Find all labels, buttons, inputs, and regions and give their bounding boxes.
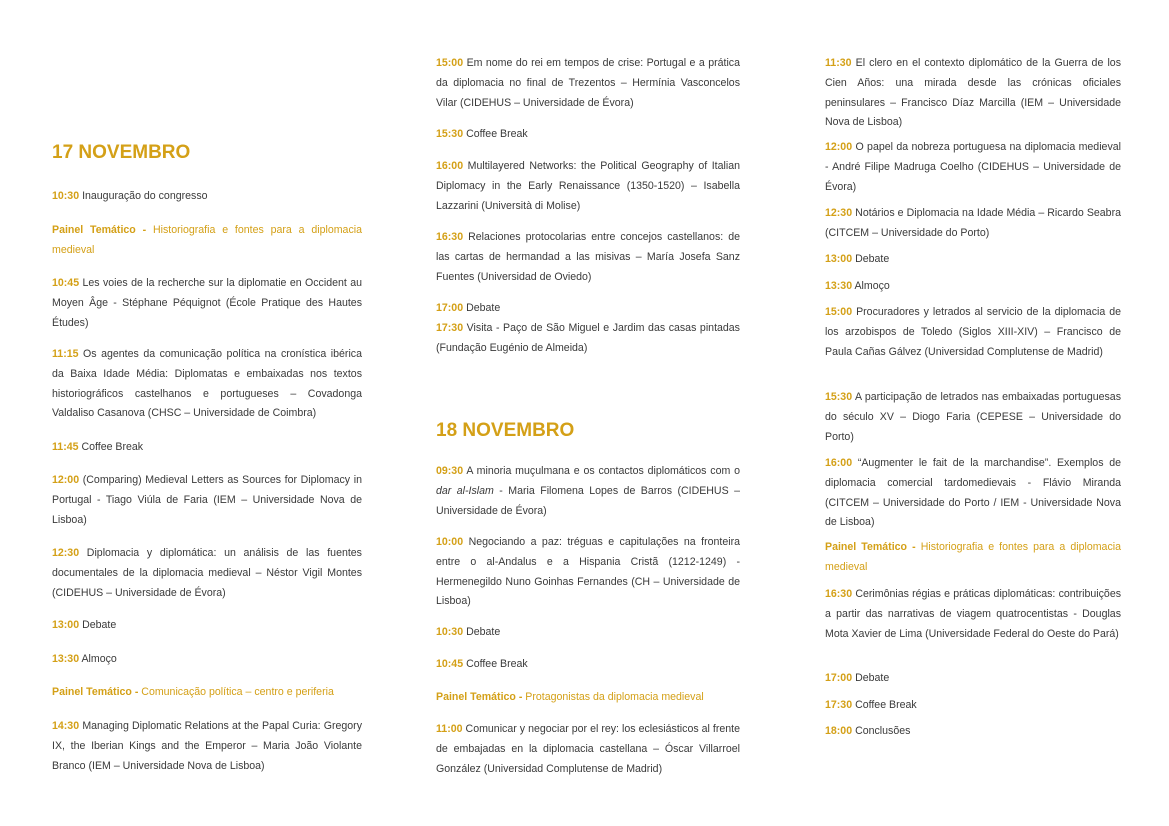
entry-time: 11:15 (52, 348, 79, 360)
schedule-entry (825, 669, 1121, 689)
entry-text: Coffee Break (466, 658, 528, 670)
entry-text: Almoço (854, 280, 890, 292)
entry-text: A participação de letrados nas embaixadas portuguesas do século XV – Diogo Faria (CEPESE – Universidade do Porto) (825, 391, 1121, 443)
entry-time: 15:30 (436, 128, 464, 140)
schedule-entry (825, 388, 1121, 447)
entry-time: 09:30 (436, 465, 464, 477)
schedule-entry (436, 299, 740, 319)
entry-text: Diplomacia y diplomática: un análisis de las fuentes documentales de la diplomacia medieval – Néstor Vigil Montes (CIDEHUS – Universidade de Évora) (52, 547, 362, 599)
schedule-entry (52, 471, 362, 530)
entry-text: Debate (855, 253, 890, 265)
entry-text: Visita - Paço de São Miguel e Jardim das casas pintadas (Fundação Eugénio de Almeida) (436, 322, 740, 354)
panel-title: Protagonistas da diplomacia medieval (525, 691, 704, 703)
entry-time: 17:00 (825, 672, 853, 684)
entry-text: Inauguração do congresso (82, 190, 208, 202)
panel-heading (52, 221, 362, 261)
schedule-entry (825, 277, 1121, 297)
entry-time: 16:00 (825, 457, 853, 469)
entry-text-italic: dar al-Islam (436, 484, 494, 497)
entry-text: O papel da nobreza portuguesa na diplomacia medieval - André Filipe Madruga Coelho (CIDEHUS – Universidade de Évora) (825, 141, 1121, 193)
entry-text: A minoria muçulmana e os contactos diplomáticos com o (466, 465, 741, 477)
schedule-entry (825, 204, 1121, 244)
entry-text: Os agentes da comunicação política na cronística ibérica da Baixa Idade Média: Diplomatas e embaixadas nos textos historiográficos castelhanos e portugueses – Covadonga Valdaliso Casanova (CHSC – Universidade de Coimbra) (52, 348, 362, 420)
entry-time: 17:30 (825, 699, 853, 711)
schedule-entry (825, 303, 1121, 362)
entry-time: 11:45 (52, 441, 79, 453)
panel-label: Painel Temático - (52, 224, 147, 236)
schedule-entry (436, 655, 740, 675)
schedule-entry (52, 438, 362, 458)
schedule-entry (825, 138, 1121, 197)
schedule-entry (436, 54, 740, 113)
schedule-entry (825, 250, 1121, 270)
panel-heading (52, 683, 362, 703)
schedule-entry (52, 616, 362, 636)
panel-heading (436, 688, 740, 708)
schedule-entry (436, 125, 740, 145)
panel-label: Painel Temático - (436, 691, 523, 703)
entry-time: 12:30 (52, 547, 80, 559)
entry-text: Cerimônias régias e práticas diplomáticas: contribuições a partir das narrativas de viagem quatrocentistas - Douglas Mota Xavier de Lima (Universidade Federal do Oeste do Pará) (825, 588, 1122, 640)
schedule-entry (436, 533, 740, 612)
panel-title: Comunicação política – centro e periferia (141, 686, 334, 698)
schedule-entry (825, 696, 1121, 716)
entry-time: 11:00 (436, 723, 463, 735)
schedule-entry (825, 585, 1121, 644)
entry-time: 15:30 (825, 391, 853, 403)
entry-text: Les voies de la recherche sur la diplomatie en Occident au Moyen Âge - Stéphane Péquignot (École Pratique des Hautes Études) (52, 277, 362, 329)
entry-time: 10:30 (52, 190, 80, 202)
entry-text: Comunicar y negociar por el rey: los eclesiásticos al frente de embajadas en la diplomacia castellana – Óscar Villarroel González (Universidad Complutense de Madrid) (436, 723, 741, 775)
schedule-entry (825, 722, 1121, 742)
entry-text: Coffee Break (81, 441, 144, 453)
entry-text: Relaciones protocolarias entre concejos castellanos: de las cartas de hermandad a las misivas – María Josefa Sanz Fuentes (Universidad de Oviedo) (436, 231, 740, 283)
panel-title: Historiografia e fontes para a diplomacia medieval (825, 541, 1121, 573)
entry-time: 13:30 (52, 653, 80, 665)
panel-heading (825, 538, 1121, 578)
entry-time: 12:30 (825, 207, 853, 219)
schedule-entry (52, 650, 362, 670)
schedule-entry (52, 274, 362, 333)
entry-text: Notários e Diplomacia na Idade Média – Ricardo Seabra (CITCEM – Universidade do Porto) (825, 207, 1121, 239)
panel-label: Painel Temático - (52, 686, 139, 698)
entry-time: 16:00 (436, 160, 464, 172)
entry-time: 12:00 (52, 474, 80, 486)
day-title: 18 NOVEMBRO (436, 420, 575, 441)
day-title: 17 NOVEMBRO (52, 142, 191, 163)
schedule-entry (436, 720, 740, 779)
entry-time: 17:30 (436, 322, 464, 334)
panel-label: Painel Temático - (825, 541, 916, 553)
schedule-entry (436, 319, 740, 359)
entry-time: 11:30 (825, 57, 852, 69)
entry-text: Debate (855, 672, 890, 684)
entry-time: 10:45 (52, 277, 80, 289)
entry-time: 16:30 (825, 588, 853, 600)
entry-time: 10:30 (436, 626, 464, 638)
schedule-entry (436, 623, 740, 643)
entry-time: 10:00 (436, 536, 464, 548)
entry-text: Managing Diplomatic Relations at the Papal Curia: Gregory IX, the Iberian Kings and the Emperor – Maria João Violante Branco (IEM – Universidade Nova de Lisboa) (52, 720, 362, 772)
entry-text: (Comparing) Medieval Letters as Sources for Diplomacy in Portugal - Tiago Viúla de Faria (IEM – Universidade Nova de Lisboa) (52, 474, 362, 526)
entry-text: El clero en el contexto diplomático de la Guerra de los Cien Años: una mirada desde las crónicas oficiales peninsulares – Francisco Díaz Marcilla (IEM – Universidade Nova de Lisboa) (825, 57, 1121, 129)
entry-time: 15:00 (825, 306, 853, 318)
schedule-entry (825, 54, 1121, 133)
entry-time: 14:30 (52, 720, 80, 732)
entry-text: Debate (466, 626, 501, 638)
schedule-entry (436, 157, 740, 216)
entry-text: Debate (82, 619, 117, 631)
panel-title: Historiografia e fontes para a diplomacia medieval (52, 224, 362, 256)
entry-time: 15:00 (436, 57, 464, 69)
schedule-entry (52, 345, 362, 424)
entry-time: 13:00 (52, 619, 80, 631)
entry-time: 13:00 (825, 253, 853, 265)
entry-time: 12:00 (825, 141, 853, 153)
entry-time: 16:30 (436, 231, 464, 243)
entry-time: 13:30 (825, 280, 853, 292)
entry-text: Almoço (81, 653, 117, 665)
schedule-entry (52, 717, 362, 776)
entry-text: Multilayered Networks: the Political Geography of Italian Diplomacy in the Early Renaissance (1350-1520) – Isabella Lazzarini (Università di Molise) (436, 160, 740, 212)
entry-text: Procuradores y letrados al servicio de la diplomacia de los arzobispos de Toledo (Siglos XIII-XIV) – Francisco de Paula Cañas Gálvez (Universidad Complutense de Madrid) (825, 306, 1121, 358)
entry-text: Coffee Break (466, 128, 528, 140)
entry-text: Em nome do rei em tempos de crise: Portugal e a prática da diplomacia no final de Trezentos – Hermínia Vasconcelos Vilar (CIDEHUS – Universidade de Évora) (436, 57, 740, 109)
schedule-entry (825, 454, 1121, 533)
entry-time: 18:00 (825, 725, 853, 737)
entry-time: 10:45 (436, 658, 464, 670)
entry-text: Debate (466, 302, 501, 314)
schedule-entry (52, 187, 362, 207)
schedule-entry (436, 462, 740, 521)
entry-text: Conclusões (855, 725, 911, 737)
schedule-entry (436, 228, 740, 287)
entry-text: - Maria Filomena Lopes de Barros (CIDEHUS – Universidade de Évora) (436, 484, 740, 517)
entry-text: Negociando a paz: tréguas e capitulações na fronteira entre o al-Andalus e a Hispania Cristã (1212-1249) - Hermenegildo Nuno Goinhas Fernandes (CH – Universidade de Lisboa) (436, 536, 740, 608)
entry-text: Coffee Break (855, 699, 917, 711)
entry-time: 17:00 (436, 302, 464, 314)
schedule-entry (52, 544, 362, 603)
entry-text: “Augmenter le fait de la marchandise”. Exemplos de diplomacia comercial tardomedievais - Flávio Miranda (CITCEM – Universidade do Porto / IEM - Universidade Nova de Lisboa) (825, 457, 1121, 529)
